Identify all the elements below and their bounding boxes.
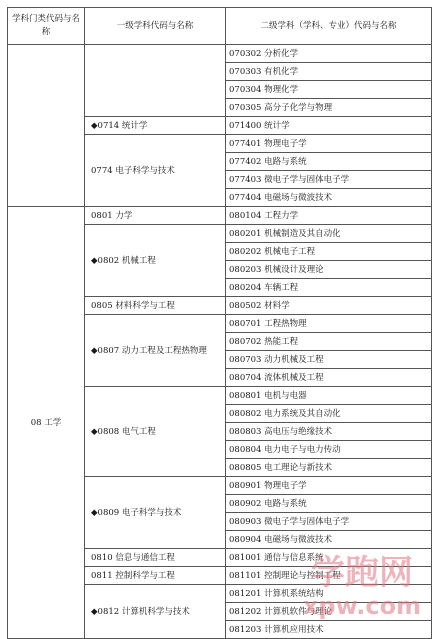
second-level-cell: 080801 电机与电器 <box>226 387 432 405</box>
second-level-cell: 070302 分析化学 <box>226 45 432 63</box>
second-level-cell: 081001 通信与信息系统 <box>226 549 432 567</box>
table-row <box>8 207 432 225</box>
first-level-cell: ◆0714 统计学 <box>85 117 226 135</box>
second-level-cell: 080902 电路与系统 <box>226 495 432 513</box>
second-level-cell: 081101 控制理论与控制工程 <box>226 567 432 585</box>
header-second-level: 二级学科（学科、专业）代码与名称 <box>226 8 432 45</box>
second-level-cell: 080702 热能工程 <box>226 333 432 351</box>
category-cell <box>8 45 85 207</box>
table-body <box>8 45 432 639</box>
second-level-cell: 070303 有机化学 <box>226 63 432 81</box>
first-level-cell <box>85 45 226 117</box>
second-level-cell: 077404 电磁场与微波技术 <box>226 189 432 207</box>
first-level-cell: ◆0809 电子科学与技术 <box>85 477 226 549</box>
second-level-cell: 080202 机械电子工程 <box>226 243 432 261</box>
discipline-table <box>7 7 432 639</box>
second-level-cell: 081201 计算机系统结构 <box>226 585 432 603</box>
second-level-cell: 080805 电工理论与新技术 <box>226 459 432 477</box>
second-level-cell: 080904 电磁场与微波技术 <box>226 531 432 549</box>
first-level-cell: ◆0807 动力工程及工程热物理 <box>85 315 226 387</box>
first-level-cell: 0811 控制科学与工程 <box>85 567 226 585</box>
second-level-cell: 080502 材料学 <box>226 297 432 315</box>
second-level-cell: 077403 微电子学与固体电子学 <box>226 171 432 189</box>
second-level-cell: 070305 高分子化学与物理 <box>226 99 432 117</box>
second-level-cell: 080704 流体机械及工程 <box>226 369 432 387</box>
table-header-row <box>8 8 432 45</box>
first-level-cell: 0801 力学 <box>85 207 226 225</box>
second-level-cell: 070304 物理化学 <box>226 81 432 99</box>
second-level-cell: 080901 物理电子学 <box>226 477 432 495</box>
header-first-level: 一级学科代码与名称 <box>85 8 226 45</box>
second-level-cell: 080203 机械设计及理论 <box>226 261 432 279</box>
second-level-cell: 081202 计算机软件与理论 <box>226 603 432 621</box>
second-level-cell: 080802 电力系统及其自动化 <box>226 405 432 423</box>
header-category: 学科门类代码与名称 <box>8 8 85 45</box>
second-level-cell: 080804 电力电子与电力传动 <box>226 441 432 459</box>
first-level-cell: 0774 电子科学与技术 <box>85 135 226 207</box>
first-level-cell: ◆0808 电气工程 <box>85 387 226 477</box>
second-level-cell: 080204 车辆工程 <box>226 279 432 297</box>
second-level-cell: 077402 电路与系统 <box>226 153 432 171</box>
second-level-cell: 080903 微电子学与固体电子学 <box>226 513 432 531</box>
first-level-cell: 0805 材料科学与工程 <box>85 297 226 315</box>
first-level-cell: ◆0802 机械工程 <box>85 225 226 297</box>
category-cell: 08 工学 <box>8 207 85 639</box>
second-level-cell: 080201 机械制造及其自动化 <box>226 225 432 243</box>
second-level-cell: 081203 计算机应用技术 <box>226 621 432 639</box>
second-level-cell: 071400 统计学 <box>226 117 432 135</box>
watermark-domain: xpw.com <box>302 592 422 620</box>
table-row <box>8 45 432 63</box>
first-level-cell: 0810 信息与通信工程 <box>85 549 226 567</box>
second-level-cell: 077401 物理电子学 <box>226 135 432 153</box>
first-level-cell: ◆0812 计算机科学与技术 <box>85 585 226 639</box>
second-level-cell: 080104 工程力学 <box>226 207 432 225</box>
second-level-cell: 080703 动力机械及工程 <box>226 351 432 369</box>
second-level-cell: 080701 工程热物理 <box>226 315 432 333</box>
second-level-cell: 080803 高电压与绝缘技术 <box>226 423 432 441</box>
watermark-text: 学跑网 <box>311 553 413 593</box>
